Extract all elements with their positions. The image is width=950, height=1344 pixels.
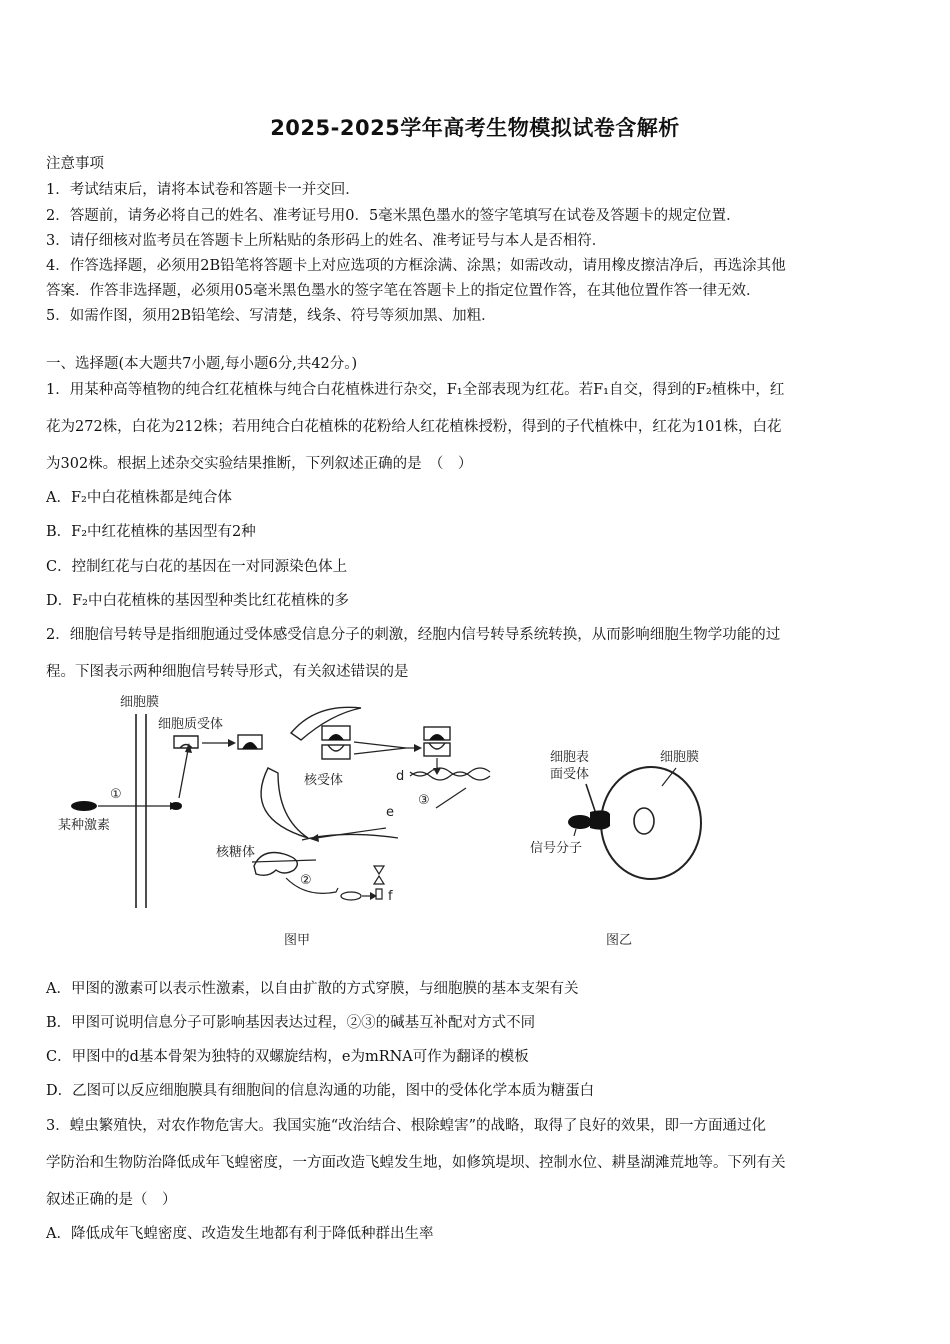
arrow-path (179, 750, 188, 798)
question-2-option-d: D．乙图可以反应细胞膜具有细胞间的信息沟通的功能，图中的受体化学本质为糖蛋白 (46, 1083, 595, 1099)
surface-receptor-shape (590, 810, 610, 829)
notice-item: 答案．作答非选择题，必须用05毫米黑色墨水的签字笔在答题卡上的指定位置作答，在其他位置作答一律无效． (46, 283, 761, 299)
notice-item: 2．答题前，请务必将自己的姓名、准考证号用0．5毫米黑色墨水的签字笔填写在试卷及答题卡的规定位置． (46, 208, 741, 224)
question-2-option-c: C．甲图中的d基本骨架为独特的双螺旋结构，e为mRNA可作为翻译的模板 (46, 1049, 529, 1065)
step-3-label: ③ (418, 793, 430, 808)
dna-label-d: d (396, 769, 405, 784)
question-1-option-d: D．F₂中白花植株的基因型种类比红花植株的多 (46, 593, 349, 609)
notice-item: 5．如需作图，须用2B铅笔绘、写清楚，线条、符号等须加黑、加粗． (46, 308, 496, 324)
pointer-line (574, 829, 576, 836)
question-3-text: 叙述正确的是（ ） (46, 1192, 177, 1208)
step-2-label: ② (300, 873, 312, 888)
question-1-text: 1．用某种高等植物的纯合红花植株与纯合白花植株进行杂交，F₁全部表现为红花。若F₁自交，得到的F₂植株中，红 (46, 382, 785, 398)
question-3-text: 3．蝗虫繁殖快，对农作物危害大。我国实施“改治结合、根除蝗害”的战略，取得了良好的效果，即一方面通过化 (46, 1118, 767, 1134)
question-1-text: 花为272株，白花为212株；若用纯合白花植株的花粉给人红花植株授粉，得到的子代植株中，红花为101株，白花 (46, 419, 782, 435)
protein-f-shape (374, 866, 384, 899)
arrow-path (436, 788, 466, 808)
arrow-path (316, 828, 386, 838)
step-1-label: ① (110, 787, 122, 802)
signal-molecule-label: 信号分子 (530, 841, 583, 856)
nuclear-receptor-label: 核受体 (304, 773, 344, 788)
protein-product (341, 892, 361, 900)
figure-a (58, 695, 490, 948)
nuclear-envelope-piece (261, 768, 308, 838)
cell-nucleus (634, 808, 654, 834)
arrow-head (414, 744, 422, 752)
figure-b (530, 750, 701, 948)
cell-membrane-label-b: 细胞膜 (660, 750, 700, 765)
signal-molecule-shape (568, 815, 592, 829)
bound-hormone (242, 742, 258, 749)
question-1-option-a: A．F₂中白花植株都是纯合体 (46, 490, 232, 506)
target-cell (601, 767, 701, 879)
arrow-path (354, 742, 406, 748)
hormone-inside-cell (170, 802, 182, 810)
surface-receptor-label: 细胞表 (550, 750, 590, 765)
notice-item: 3．请仔细核对监考员在答题卡上所粘贴的条形码上的姓名、准考证号与本人是否相符． (46, 233, 607, 249)
bound-hormone (429, 734, 445, 740)
arrow-path (286, 878, 338, 893)
pointer-line (586, 784, 596, 814)
mrna-strand (252, 860, 316, 862)
cell-membrane-label: 细胞膜 (120, 695, 160, 710)
question-2-option-a: A．甲图的激素可以表示性激素，以自由扩散的方式穿膜，与细胞膜的基本支架有关 (46, 981, 579, 997)
arrow-head (228, 739, 236, 747)
ribosome-label: 核糖体 (216, 845, 256, 860)
arrow-path (354, 748, 406, 754)
question-1-option-b: B．F₂中红花植株的基因型有2种 (46, 524, 256, 540)
question-3-option-a: A．降低成年飞蝗密度、改造发生地都有利于降低种群出生率 (46, 1226, 434, 1242)
question-3-text: 学防治和生物防治降低成年飞蝗密度，一方面改造飞蝗发生地，如修筑堤坝、控制水位、耕垦湖滩荒地等。下列有关 (46, 1155, 786, 1171)
question-2-option-b: B．甲图可说明信息分子可影响基因表达过程，②③的碱基互补配对方式不同 (46, 1015, 536, 1031)
ribosome-shape (254, 853, 297, 876)
question-1-option-c: C．控制红花与白花的基因在一对同源染色体上 (46, 559, 348, 575)
signal-transduction-figure (46, 688, 906, 958)
question-2-text: 2．细胞信号转导是指细胞通过受体感受信息分子的刺激，经胞内信号转导系统转换，从而影响细胞生物学功能的过 (46, 627, 781, 643)
bound-hormone (328, 734, 344, 740)
mrna-label-e: e (386, 805, 394, 820)
section-heading: 一、选择题(本大题共7小题,每小题6分,共42分。) (46, 356, 358, 372)
cytoplasm-receptor-label: 细胞质受体 (158, 717, 224, 732)
hormone-label: 某种激素 (58, 818, 111, 833)
cytoplasm-receptor-shape (174, 736, 198, 748)
hormone-molecule (71, 801, 97, 811)
question-2-text: 程。下图表示两种细胞信号转导形式，有关叙述错误的是 (46, 664, 409, 680)
protein-label-f: f (388, 889, 393, 904)
surface-receptor-label: 面受体 (550, 767, 590, 782)
nuclear-receptor-shape (322, 745, 350, 759)
question-1-text: 为302株。根据上述杂交实验结果推断，下列叙述正确的是 （ ） (46, 456, 473, 472)
notice-item: 1．考试结束后，请将本试卷和答题卡一并交回． (46, 182, 360, 198)
notice-item: 4．作答选择题，必须用2B铅笔将答题卡上对应选项的方框涂满、涂黑；如需改动，请用橡皮擦洁净后，再选涂其他 (46, 258, 786, 274)
notice-heading: 注意事项 (46, 156, 104, 172)
figure-b-caption: 图乙 (606, 933, 633, 948)
page-title: 2025-2025学年高考生物模拟试卷含解析 (270, 116, 680, 140)
figure-a-caption: 图甲 (284, 933, 311, 948)
receptor-site (429, 743, 445, 749)
receptor-site (328, 745, 344, 751)
